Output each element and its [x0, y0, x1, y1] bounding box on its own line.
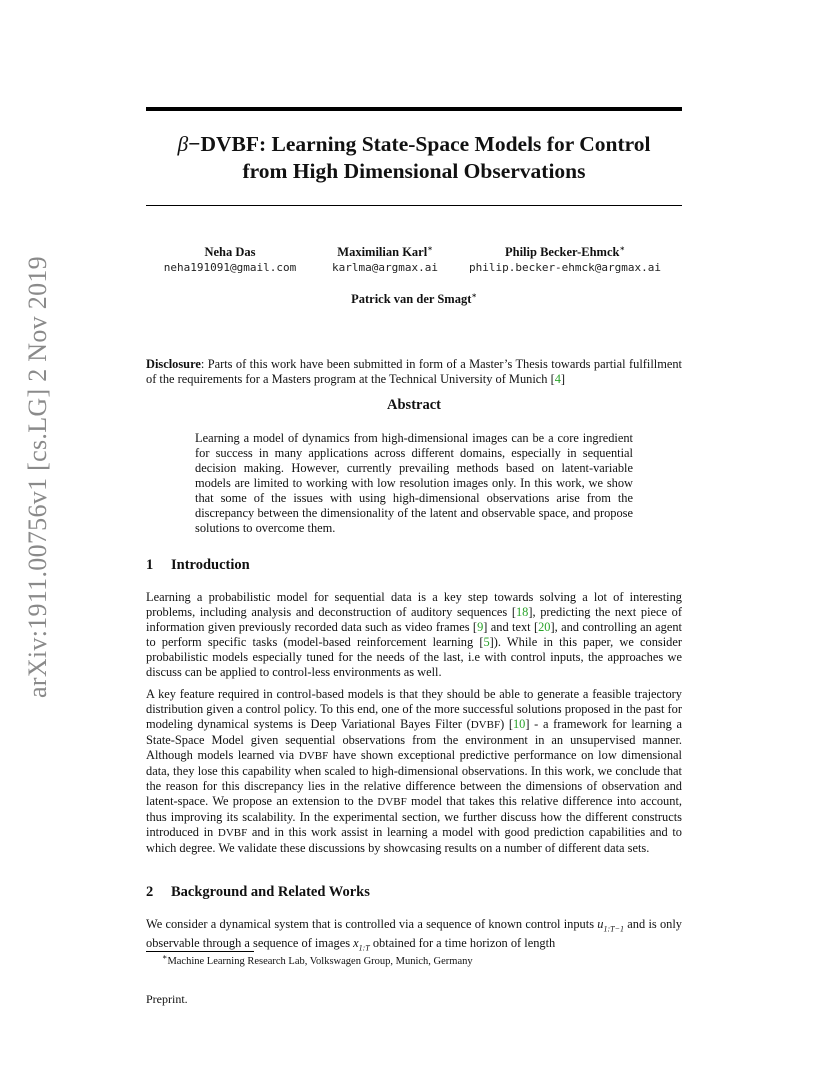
abstract-text: Learning a model of dynamics from high-dimensional images can be a core ingredient for success in many applications across different domains, especially in sequential decision making. However, currently prevailing methods based on latent-variable models are limited to working with low resolution images only. In this work, we show that some of the issues with using high-dimensional observations arise from the discrepancy between the dimensionality of the latent and observable space, and propose solutions to overcome them.	[195, 431, 633, 535]
dvbf-acronym: DVBF	[298, 750, 329, 762]
author-name: Neha Das	[204, 245, 256, 259]
abstract-heading: Abstract	[387, 397, 441, 413]
dvbf-acronym: DVBF	[377, 796, 407, 808]
background-paragraph-1: We consider a dynamical system that is controlled via a sequence of known control inputs $u_{1:T-1}$ and is only observable through a sequence of images $x_{1:T}$ obtained for a time horizon of length	[146, 917, 683, 953]
affiliation-mark: ∗	[471, 290, 477, 300]
author-name: Patrick van der Smagt	[351, 292, 472, 306]
citation-link[interactable]: 18	[515, 605, 529, 619]
author-email: neha191091@gmail.com	[163, 261, 297, 274]
section-heading-background	[146, 884, 370, 901]
author-email: karlma@argmax.ai	[332, 261, 438, 274]
author-email: philip.becker-ehmck@argmax.ai	[468, 261, 662, 274]
disclosure: Disclosure: Parts of this work have been submitted in form of a Master’s Thesis towards partial fulfillment of the requirements for a Masters program at the Technical University of Munich [4]	[146, 357, 682, 386]
footnote-text: Machine Learning Research Lab, Volkswagen Group, Munich, Germany	[167, 956, 473, 967]
footnote	[162, 952, 473, 967]
citation-link[interactable]: 9	[477, 620, 484, 634]
author-2	[312, 244, 458, 276]
affiliation-mark: ∗	[619, 243, 625, 253]
author-name: Maximilian Karl	[337, 245, 428, 259]
title-line1: −DVBF: Learning State-Space Models for Control	[188, 132, 651, 156]
footnote-mark: ∗	[162, 952, 168, 962]
citation-link[interactable]: 4	[554, 372, 561, 386]
affiliation-mark: ∗	[427, 243, 433, 253]
paper-title	[146, 131, 682, 185]
dvbf-acronym: DVBF	[217, 827, 248, 839]
citation-link[interactable]: 10	[512, 717, 526, 731]
title-top-rule	[146, 107, 682, 111]
author-3	[452, 244, 678, 276]
section-title: Background and Related Works	[171, 884, 370, 900]
author-1	[150, 244, 310, 276]
section-number: 1	[146, 557, 154, 573]
math-u: $u_{1:T-1}$	[597, 917, 625, 934]
citation-link[interactable]: 20	[538, 620, 551, 634]
intro-paragraph-2: A key feature required in control-based models is that they should be able to generate a feasible trajectory distribution given a control policy. To this end, one of the more successful solutions proposed in the past for modeling dynamical systems is Deep Variational Bayes Filter (DVBF) [10] - a framework for learning a State-Space Model given sequential observations from the environment in an unsupervised manner. Although models learned via DVBF have shown exceptional predictive performance on low dimensional data, they lose this capability when scaled to high-dimensional observations. In this work, we conclude that the reason for this discrepancy lies in the relative difference between the dimensions of observation and latent-space. We propose an extension to the DVBF model that takes this relative difference into account, thus improving its scalability. In the experimental section, we further discuss how the different constructs introduced in DVBF and in this work assist in learning a model with good prediction capabilities and to which degree. We validate these discussions by showcasing results on a number of different data sets.	[146, 687, 682, 855]
author-4	[300, 291, 528, 307]
title-beta: β	[177, 132, 189, 156]
preprint-label: Preprint.	[146, 992, 188, 1006]
arxiv-id: arXiv:1911.00756v1 [cs.LG] 2 Nov 2019	[23, 256, 52, 698]
title-line2: from High Dimensional Observations	[242, 159, 586, 183]
section-number: 2	[146, 884, 154, 900]
math-x: $x_{1:T}$	[353, 936, 370, 953]
dvbf-acronym: DVBF	[470, 719, 501, 731]
intro-paragraph-1: Learning a probabilistic model for sequential data is a key step towards solving a lot of interesting problems, including analysis and deconstruction of auditory sequences [18], predicting the next piece of information given previously recorded data such as video frames [9] and text [20], and controlling an agent to perform specific tasks (model-based reinforcement learning [5]). While in this paper, we consider probabilistic models especially tuned for the needs of the last, i.e with control inputs, the approaches we discuss can be applied to control-less environments as well.	[146, 590, 683, 679]
section-title: Introduction	[171, 557, 250, 573]
citation-link[interactable]: 5	[483, 635, 490, 649]
section-heading-introduction	[146, 557, 250, 574]
author-name: Philip Becker-Ehmck	[505, 245, 620, 259]
title-bottom-rule	[146, 205, 682, 206]
disclosure-label: Disclosure	[146, 357, 201, 371]
